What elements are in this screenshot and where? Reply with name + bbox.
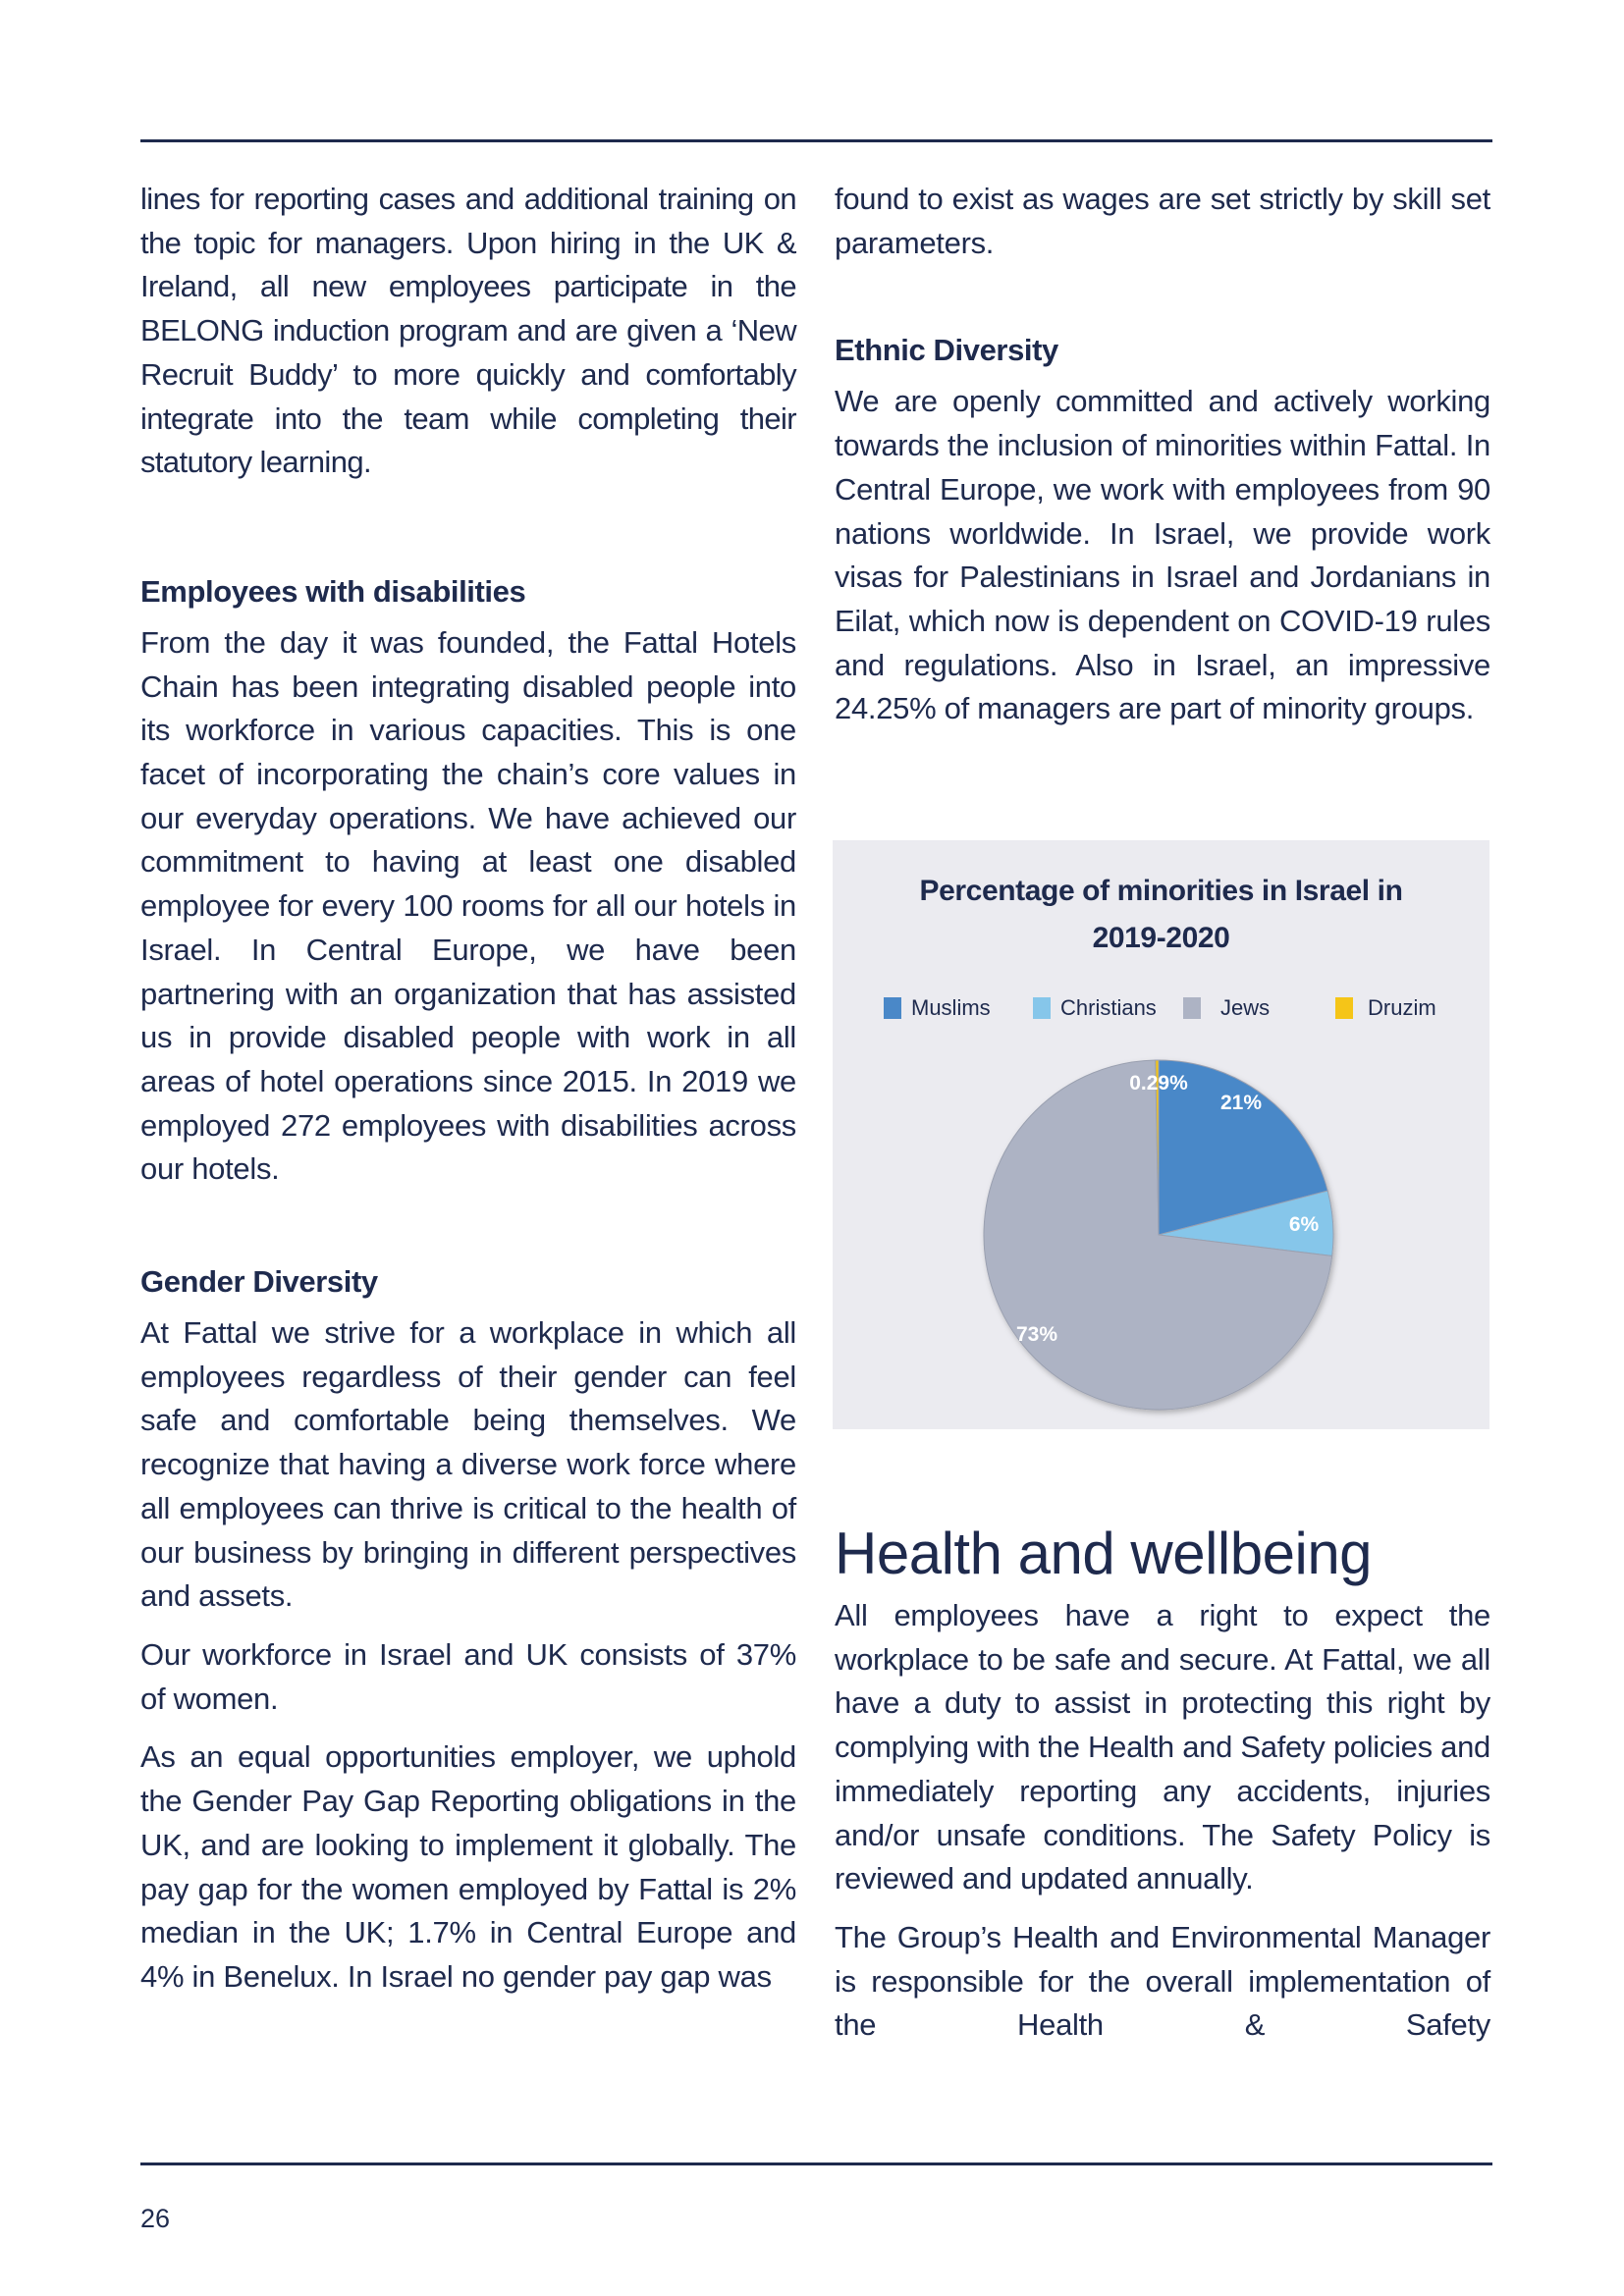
- legend-item-druzim: Druzim: [1335, 995, 1436, 1021]
- health-paragraph-2: The Group’s Health and Environmental Manager is responsible for the overall implementation of the Health & Safety: [835, 1919, 1490, 2043]
- right-column: [835, 178, 1490, 746]
- page-number: 26: [140, 2204, 171, 2233]
- legend-item-jews: Jews: [1183, 995, 1270, 1021]
- health-section: [835, 1520, 1490, 2062]
- pie-label-muslims: 21%: [1219, 1092, 1263, 1114]
- pie-label-christians: 6%: [1288, 1213, 1320, 1236]
- pie-chart: [833, 840, 1489, 1429]
- gender-paragraph-1: At Fattal we strive for a workplace in which all employees regardless of their gender can feel safe and comfortable being themselves. We recognize that having a diverse work force where all employees can thrive is critical to the health of our business by bringing in different perspectives and assets.: [140, 1315, 796, 1614]
- chart-title-line-1: Percentage of minorities in Israel in: [919, 875, 1403, 907]
- bottom-rule: [140, 2163, 1492, 2165]
- health-heading: Health and wellbeing: [835, 1521, 1373, 1586]
- ethnic-heading: Ethnic Diversity: [835, 333, 1058, 368]
- left-column: [140, 178, 796, 2014]
- health-paragraph-1: All employees have a right to expect the workplace to be safe and secure. At Fattal, we all have a duty to assist in protecting this right by complying with the Health and Safety policies and immediately reporting any accidents, injuries and/or unsafe conditions. The Safety Policy is reviewed and updated annually.: [835, 1598, 1490, 1896]
- legend-item-christians: Christians: [1033, 995, 1157, 1021]
- top-rule: [140, 139, 1492, 142]
- gender-heading: Gender Diversity: [140, 1264, 378, 1300]
- intro-paragraph: lines for reporting cases and additional training on the topic for managers. Upon hiring in the UK & Ireland, all new employees participate in the BELONG induction program and are given a ‘New Recruit Buddy’ to more quickly and comfortably integrate into the team while completing their statutory learning.: [140, 182, 796, 480]
- disabilities-heading: Employees with disabilities: [140, 573, 526, 609]
- disabilities-paragraph: From the day it was founded, the Fattal Hotels Chain has been integrating disabled people into its workforce in various capacities. This is one facet of incorporating the chain’s core values in our everyday operations. We have achieved our commitment to having at least one disabled employee for every 100 rooms for all our hotels in Israel. In Central Europe, we have been partnering with an organization that has assisted us in provide disabled people with work in all areas of hotel operations since 2015. In 2019 we employed 272 employees with disabilities across our hotels.: [140, 624, 796, 1187]
- pie-label-jews: 73%: [1015, 1323, 1058, 1346]
- gender-paragraph-3: As an equal opportunities employer, we uphold the Gender Pay Gap Reporting obligations in the UK, and are looking to implement it globally. The pay gap for the women employed by Fattal is 2% median in the UK; 1.7% in Central Europe and 4% in Benelux. In Israel no gender pay gap was: [140, 1739, 796, 1994]
- continued-paragraph: found to exist as wages are set strictly by skill set parameters.: [835, 182, 1490, 260]
- pie-chart-panel: [833, 840, 1489, 1429]
- gender-paragraph-2: Our workforce in Israel and UK consists of 37% of women.: [140, 1636, 796, 1716]
- legend-item-muslims: Muslims: [884, 995, 991, 1021]
- chart-title-line-2: 2019-2020: [1092, 922, 1230, 954]
- ethnic-paragraph: We are openly committed and actively working towards the inclusion of minorities within Fattal. In Central Europe, we work with employees from 90 nations worldwide. In Israel, we provide work visas for Palestinians in Israel and Jordanians in Eilat, which now is dependent on COVID-19 rules and regulations. Also in Israel, an impressive 24.25% of managers are part of minority groups.: [835, 384, 1490, 726]
- pie-label-druzim: 0.29%: [1129, 1072, 1188, 1095]
